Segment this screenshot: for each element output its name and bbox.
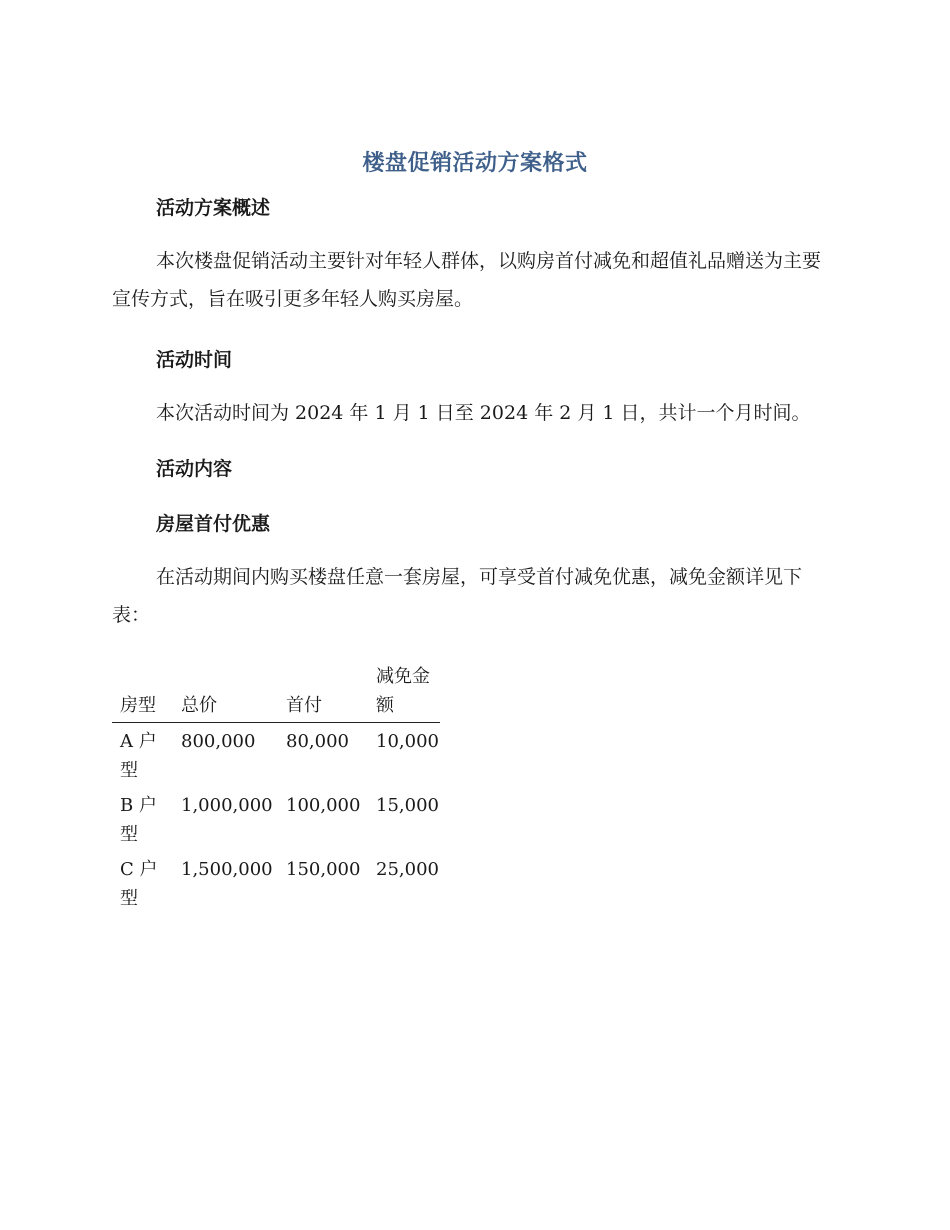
- table-cell: 150,000: [286, 859, 361, 880]
- paragraph-down-payment: 在活动期间内购买楼盘任意一套房屋，可享受首付减免优惠，减免金额详见下表：: [112, 566, 803, 626]
- table-cell: 100,000: [286, 795, 361, 816]
- paragraph-time: 本次活动时间为 2024 年 1 月 1 日至 2024 年 2 月 1 日，共计一个月时间。: [156, 402, 811, 424]
- document-title: 楼盘促销活动方案格式: [362, 151, 588, 176]
- discount-table: [112, 660, 440, 915]
- table-header-cell: 减免金额: [368, 660, 440, 723]
- section-heading-down-payment: 房屋首付优惠: [156, 513, 271, 535]
- table-cell: B 户型: [120, 795, 157, 845]
- table-cell: 80,000: [286, 731, 349, 752]
- section-heading-time: 活动时间: [156, 349, 233, 371]
- table-header-row: [112, 660, 440, 723]
- table-row: [112, 851, 440, 915]
- table-cell: 15,000: [376, 795, 439, 816]
- section-heading-content: 活动内容: [156, 458, 233, 480]
- table-row: [112, 723, 440, 788]
- table-cell: 10,000: [376, 731, 439, 752]
- table-cell: C 户型: [120, 859, 158, 909]
- table-cell: 1,500,000: [181, 859, 273, 880]
- section-heading-overview: 活动方案概述: [156, 197, 271, 219]
- table-cell: 1,000,000: [181, 795, 273, 816]
- table-header-cell: 总价: [173, 660, 278, 723]
- table-cell: 25,000: [376, 859, 439, 880]
- table-cell: 800,000: [181, 731, 256, 752]
- paragraph-overview: 本次楼盘促销活动主要针对年轻人群体，以购房首付减免和超值礼品赠送为主要宣传方式，旨在吸引更多年轻人购买房屋。: [112, 250, 822, 310]
- table-header-cell: 房型: [112, 660, 173, 723]
- table-cell: A 户型: [120, 731, 157, 781]
- table-header-cell: 首付: [278, 660, 368, 723]
- table-row: [112, 787, 440, 851]
